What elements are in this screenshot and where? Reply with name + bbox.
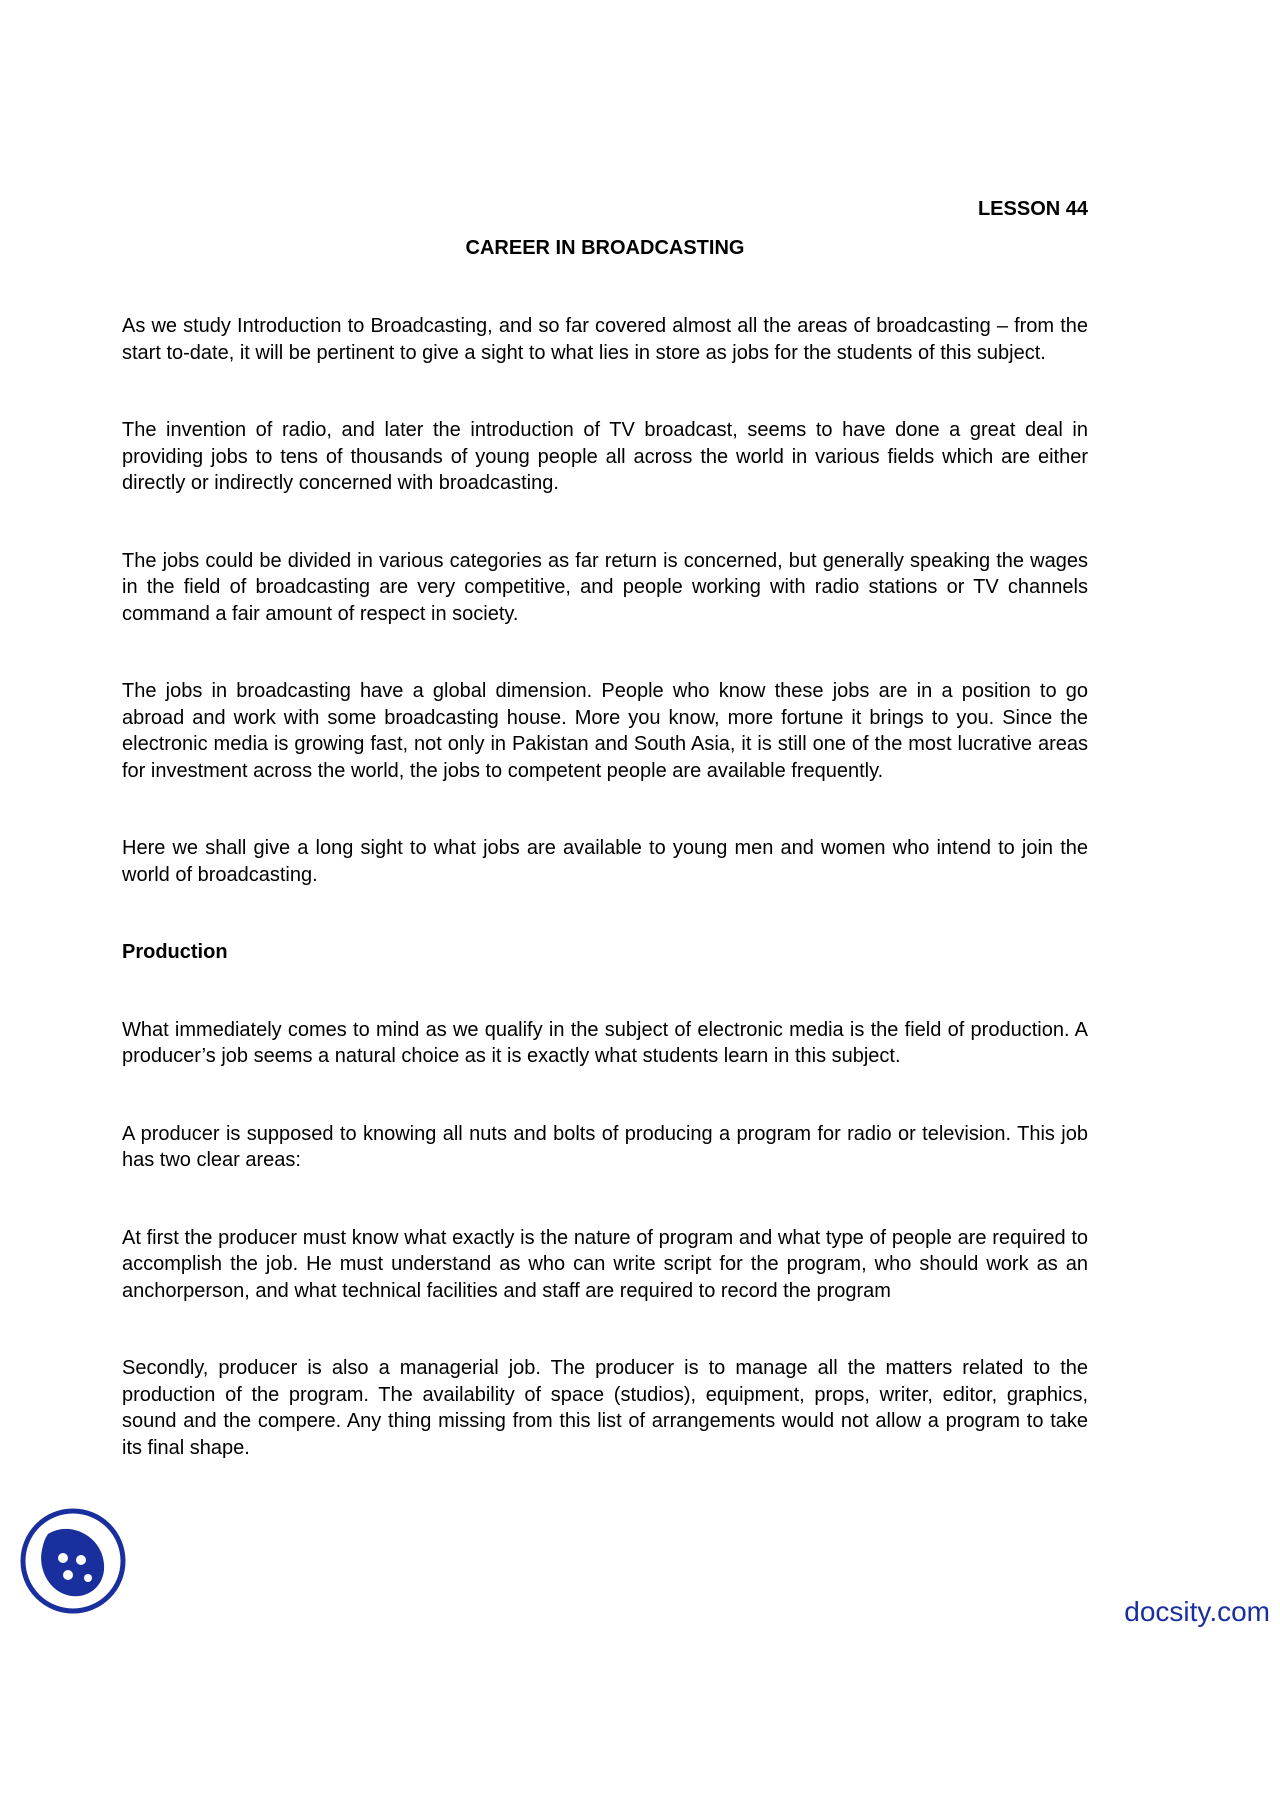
- paragraph: The jobs could be divided in various categories as far return is concerned, but generally speaking the wages in the field of broadcasting are very competitive, and people working with radio stations or TV channels command a fair amount of respect in society.: [122, 549, 1088, 625]
- paragraph: Secondly, producer is also a managerial job. The producer is to manage all the matters related to the production of the program. The availability of space (studios), equipment, props, writer, editor, graphics, sound and the compere. Any thing missing from this list of arrangements would not allow a program to take its final shape.: [122, 1357, 1088, 1459]
- section-heading: Production: [122, 941, 228, 963]
- document-body: [122, 313, 1088, 1512]
- page-title: CAREER IN BROADCASTING: [465, 237, 745, 259]
- docsity-logo-svg: [18, 1506, 128, 1616]
- paragraph: What immediately comes to mind as we qualify in the subject of electronic media is the field of production. A producer’s job seems a natural choice as it is exactly what students learn in this subject.: [122, 1018, 1088, 1067]
- paragraph: The invention of radio, and later the introduction of TV broadcast, seems to have done a great deal in providing jobs to tens of thousands of young people all across the world in various fields which are either directly or indirectly concerned with broadcasting.: [122, 419, 1088, 494]
- docsity-logo-icon: [18, 1506, 128, 1616]
- lesson-number: LESSON 44: [977, 198, 1088, 220]
- paragraph: A producer is supposed to knowing all nuts and bolts of producing a program for radio or television. This job has two clear areas:: [122, 1122, 1088, 1171]
- paragraph: The jobs in broadcasting have a global dimension. People who know these jobs are in a position to go abroad and work with some broadcasting house. More you know, more fortune it brings to you. Since the electronic media is growing fast, not only in Pakistan and South Asia, it is still one of the most lucrative areas for investment across the world, the jobs to competent people are available frequently.: [122, 680, 1088, 782]
- paragraph: As we study Introduction to Broadcasting, and so far covered almost all the areas of broadcasting – from the start to-date, it will be pertinent to give a sight to what lies in store as jobs for the students of this subject.: [122, 315, 1088, 364]
- paragraph: At first the producer must know what exactly is the nature of program and what type of people are required to accomplish the job. He must understand as who can write script for the program, who should work as an anchorperson, and what technical facilities and staff are required to record the program: [122, 1226, 1088, 1302]
- docsity-watermark-text[interactable]: docsity.com: [1124, 1596, 1270, 1627]
- paragraph: Here we shall give a long sight to what jobs are available to young men and women who intend to join the world of broadcasting.: [122, 837, 1088, 886]
